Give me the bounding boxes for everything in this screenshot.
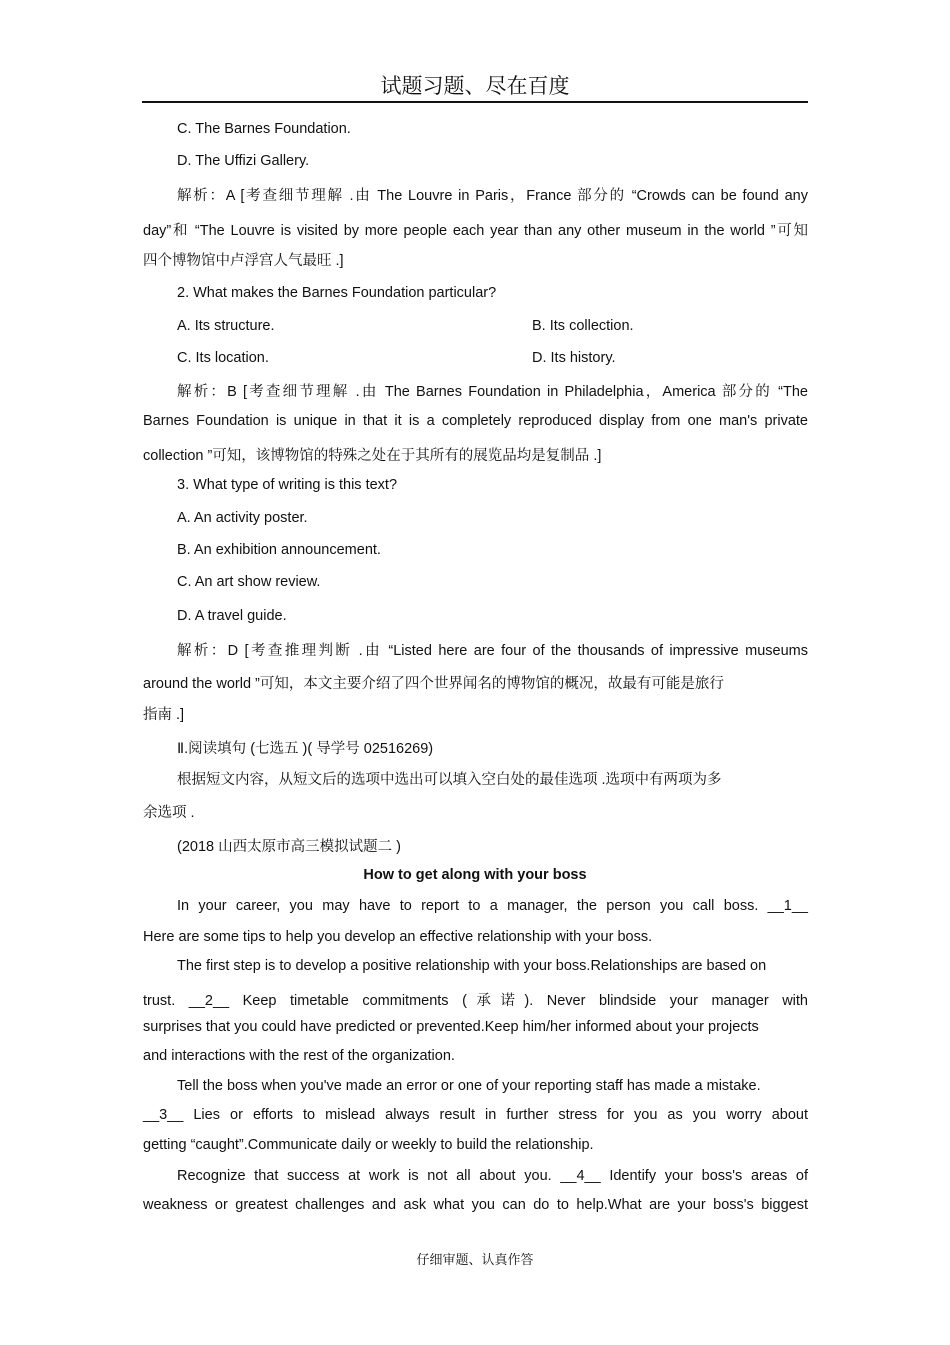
analysis-line: 解析：D [考查推理判断 .由 “Listed here are four of the thousands of impressive museums	[177, 643, 808, 659]
analysis-line: 解析：B [考查细节理解 .由 The Barnes Foundation in Philadelphia，America 部分的 “The	[177, 384, 808, 400]
passage-line: Tell the boss when you've made an error or one of your reporting staff has made a mistake.	[177, 1078, 761, 1094]
option-d: D. The Uffizi Gallery.	[177, 153, 310, 169]
passage-line: Here are some tips to help you develop an effective relationship with your boss.	[143, 929, 653, 945]
option-b: B. An exhibition announcement.	[177, 542, 381, 558]
passage-line: The first step is to develop a positive relationship with your boss.Relationships are based on	[177, 958, 767, 974]
analysis-line: day”和 “The Louvre is visited by more people each year than any other museum in the world ”可知	[143, 223, 808, 239]
analysis-line: Barnes Foundation is unique in that it is a completely reproduced display from one man's private	[143, 413, 808, 429]
option-d: D. A travel guide.	[177, 608, 287, 624]
page-footer: 仔细审题、认真作答	[416, 1253, 534, 1268]
passage-line: trust. __2__ Keep timetable commitments (承诺). Never blindside your manager with	[143, 993, 808, 1009]
passage-line: In your career, you may have to report to a manager, the person you call boss. __1__	[177, 898, 808, 914]
passage-line: __3__ Lies or efforts to mislead always result in further stress for you as you worry about	[143, 1107, 808, 1123]
option-c: C. Its location.	[177, 350, 269, 366]
passage-line: getting “caught”.Communicate daily or weekly to build the relationship.	[143, 1137, 594, 1153]
analysis-line: around the world ”可知，本文主要介绍了四个世界闻名的博物馆的概况，故最有可能是旅行	[143, 676, 724, 692]
passage-line: and interactions with the rest of the organization.	[143, 1048, 455, 1064]
page-header: 试题习题、尽在百度	[380, 74, 570, 98]
option-d: D. Its history.	[532, 350, 616, 366]
instruction: 余选项 .	[143, 805, 195, 821]
passage-title: How to get along with your boss	[363, 867, 587, 883]
analysis-line: 四个博物馆中卢浮宫人气最旺 .]	[143, 253, 344, 269]
passage-line: surprises that you could have predicted or prevented.Keep him/her informed about your projects	[143, 1019, 759, 1035]
option-c: C. An art show review.	[177, 574, 321, 590]
passage-line: Recognize that success at work is not all about you. __4__ Identify your boss's areas of	[177, 1168, 808, 1184]
option-a: A. An activity poster.	[177, 510, 308, 526]
analysis-line: collection ”可知，该博物馆的特殊之处在于其所有的展览品均是复制品 .]	[143, 448, 602, 464]
option-a: A. Its structure.	[177, 318, 275, 334]
option-c: C. The Barnes Foundation.	[177, 121, 351, 137]
question-2: 2. What makes the Barnes Foundation particular?	[177, 285, 497, 301]
analysis-line: 指南 .]	[143, 707, 185, 723]
question-3: 3. What type of writing is this text?	[177, 477, 398, 493]
source-note: (2018 山西太原市高三模拟试题二 )	[177, 839, 401, 855]
option-b: B. Its collection.	[532, 318, 634, 334]
header-rule	[142, 101, 808, 103]
analysis-line: 解析：A [考查细节理解 .由 The Louvre in Paris，France 部分的 “Crowds can be found any	[177, 188, 808, 204]
instruction: 根据短文内容，从短文后的选项中选出可以填入空白处的最佳选项 .选项中有两项为多	[177, 772, 722, 788]
passage-line: weakness or greatest challenges and ask what you can do to help.What are your boss's biggest	[143, 1197, 808, 1213]
section-heading: Ⅱ.阅读填句 (七选五 )( 导学号 02516269)	[177, 741, 434, 757]
